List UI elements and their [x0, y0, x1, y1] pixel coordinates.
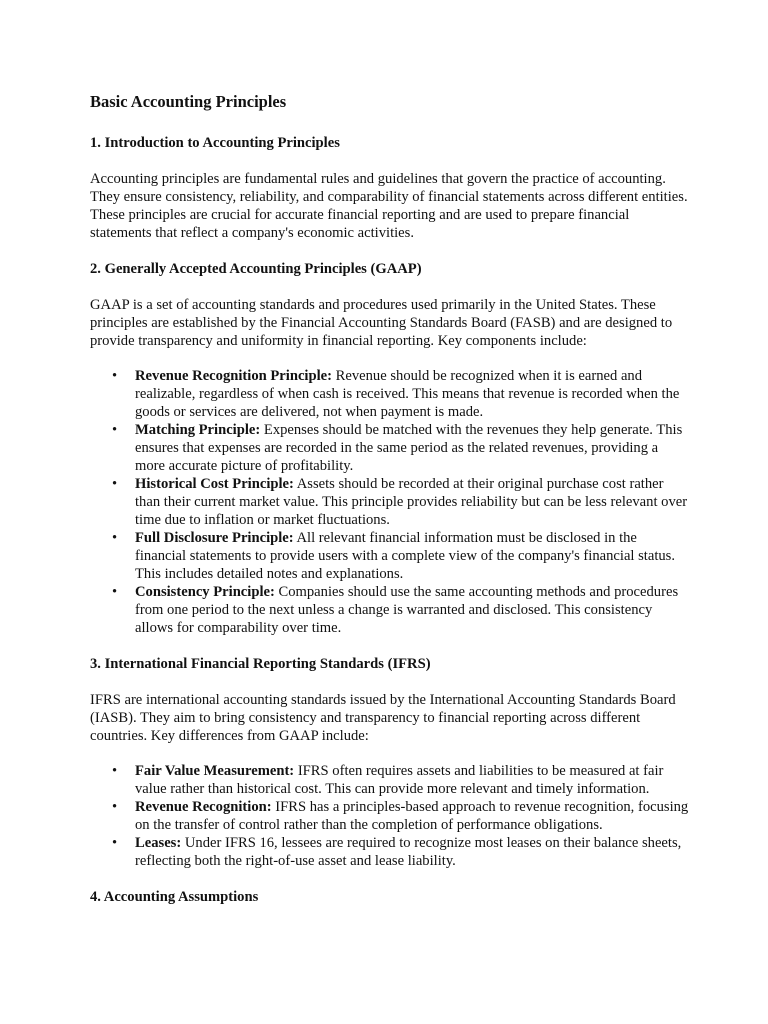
list-item-text: IFRS often requires assets and liabilities to be measured at fair value rather than historical cost. This can provide more relevant and timely information. — [135, 763, 664, 797]
list-item-term: Consistency Principle: — [135, 584, 275, 600]
bullet-icon: • — [112, 835, 118, 851]
list-item-text: Companies should use the same accounting methods and procedures from one period to the next unless a change is warranted and disclosed. This consistency allows for comparability over time. — [135, 584, 679, 636]
bullet-icon: • — [112, 368, 118, 384]
section-paragraph-gaap: GAAP is a set of accounting standards and procedures used primarily in the United States. These principles are established by the Financial Accounting Standards Board (FASB) and are designed to provide transparency and uniformity in financial reporting. Key components include: — [90, 297, 673, 349]
section-heading-introduction: 1. Introduction to Accounting Principles — [90, 135, 340, 151]
list-item — [90, 367, 690, 421]
ifrs-differences-list — [90, 762, 690, 870]
bullet-icon: • — [112, 476, 118, 492]
list-item-text: Expenses should be matched with the revenues they help generate. This ensures that expenses are recorded in the same period as the related revenues, providing a more accurate picture of profitability. — [135, 422, 683, 474]
section-paragraph-ifrs: IFRS are international accounting standards issued by the International Accounting Standards Board (IASB). They aim to bring consistency and transparency to financial reporting across different countries. Key differences from GAAP include: — [90, 692, 676, 744]
list-item-text: All relevant financial information must be disclosed in the financial statements to provide users with a complete view of the company's financial status. This includes detailed notes and explanations. — [135, 530, 676, 582]
bullet-icon: • — [112, 763, 118, 779]
section-heading-gaap: 2. Generally Accepted Accounting Principles (GAAP) — [90, 261, 422, 277]
list-item-term: Fair Value Measurement: — [135, 763, 295, 779]
list-item — [90, 475, 690, 529]
document-page — [90, 91, 690, 924]
list-item-term: Revenue Recognition: — [135, 799, 272, 815]
document-title: Basic Accounting Principles — [90, 92, 287, 111]
gaap-principles-list — [90, 367, 690, 637]
list-item-term: Full Disclosure Principle: — [135, 530, 294, 546]
list-item — [90, 529, 690, 583]
section-paragraph-introduction: Accounting principles are fundamental rules and guidelines that govern the practice of accounting. They ensure consistency, reliability, and comparability of financial statements across different entities. These principles are crucial for accurate financial reporting and are used to prepare financial statements that reflect a company's economic activities. — [90, 171, 688, 241]
list-item — [90, 421, 690, 475]
bullet-icon: • — [112, 799, 118, 815]
list-item-text: Revenue should be recognized when it is earned and realizable, regardless of when cash is received. This means that revenue is recorded when the goods or services are delivered, not when payment is made. — [135, 368, 680, 420]
list-item-term: Leases: — [135, 835, 182, 851]
list-item-text: IFRS has a principles-based approach to revenue recognition, focusing on the transfer of control rather than the completion of performance obligations. — [135, 799, 689, 833]
section-heading-ifrs: 3. International Financial Reporting Standards (IFRS) — [90, 656, 431, 672]
list-item — [90, 583, 690, 637]
list-item-term: Revenue Recognition Principle: — [135, 368, 332, 384]
list-item-term: Historical Cost Principle: — [135, 476, 294, 492]
section-heading-assumptions: 4. Accounting Assumptions — [90, 889, 259, 905]
bullet-icon: • — [112, 422, 118, 438]
bullet-icon: • — [112, 584, 118, 600]
list-item — [90, 834, 690, 870]
list-item — [90, 762, 690, 798]
list-item-text: Under IFRS 16, lessees are required to recognize most leases on their balance sheets, reflecting both the right-of-use asset and lease liability. — [135, 835, 682, 869]
list-item — [90, 798, 690, 834]
list-item-text: Assets should be recorded at their original purchase cost rather than their current market value. This principle provides reliability but can be less relevant over time due to inflation or market fluctuations. — [135, 476, 688, 528]
bullet-icon: • — [112, 530, 118, 546]
list-item-term: Matching Principle: — [135, 422, 261, 438]
